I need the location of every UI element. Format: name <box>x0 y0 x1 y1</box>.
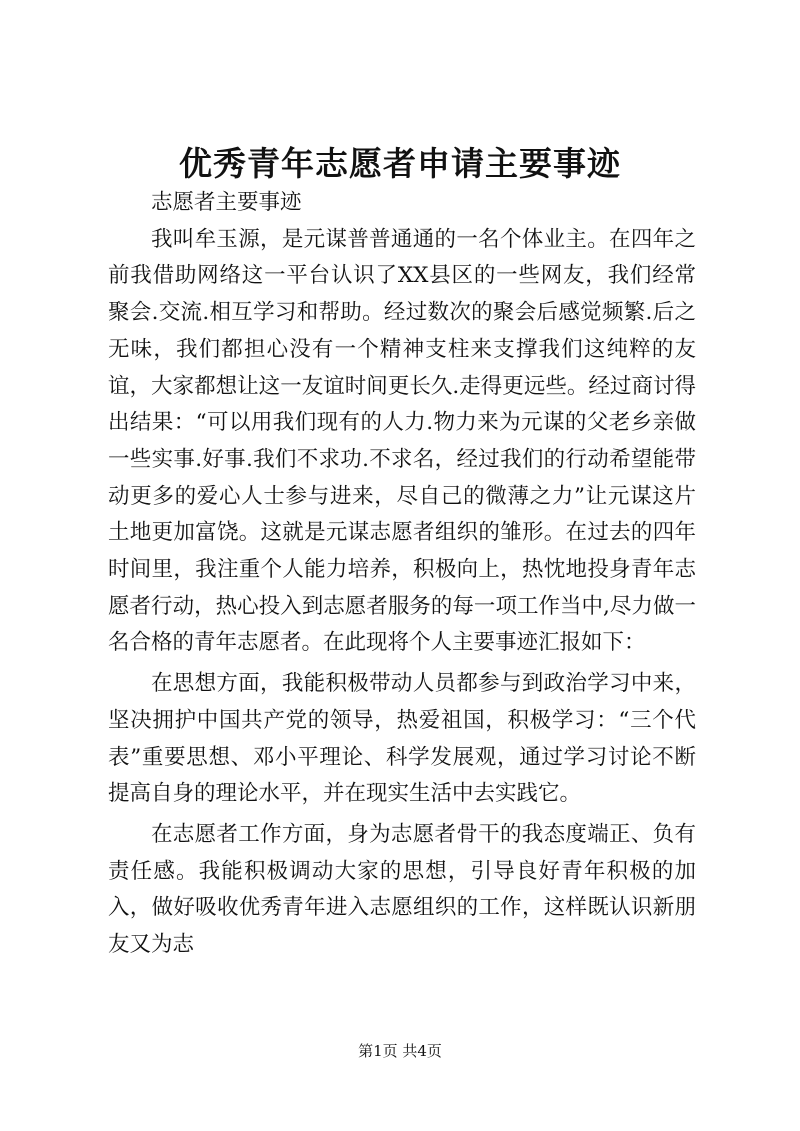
document-body <box>108 185 696 964</box>
paragraph-volunteer-work: 在志愿者工作方面，身为志愿者骨干的我态度端正、负有责任感。我能积极调动大家的思想，引导良好青年积极的加入，做好吸收优秀青年进入志愿组织的工作，这样既认识新朋友又为志 <box>108 821 696 958</box>
section-heading: 志愿者主要事迹 <box>151 190 302 215</box>
page-number-footer: 第1页 共4页 <box>358 1042 442 1060</box>
paragraph-ideology: 在思想方面，我能积极带动人员都参与到政治学习中来，坚决拥护中国共产党的领导，热爱祖国，积极学习：“三个代表”重要思想、邓小平理论、科学发展观，通过学习讨论不断提高自身的理论水平，并在现实生活中去实践它。 <box>108 671 696 807</box>
paragraph-introduction: 我叫牟玉源，是元谋普普通通的一名个体业主。在四年之前我借助网络这一平台认识了XX县区的一些网友，我们经常聚会.交流.相互学习和帮助。经过数次的聚会后感觉频繁.后之无味，我们都担心没有一个精神支柱来支撑我们这纯粹的友谊，大家都想让这一友谊时间更长久.走得更远些。经过商讨得出结果：“可以用我们现有的人力.物力来为元谋的父老乡亲做一些实事.好事.我们不求功.不求名，经过我们的行动希望能带动更多的爱心人士参与进来，尽自己的微薄之力”让元谋这片土地更加富饶。这就是元谋志愿者组织的雏形。在过去的四年时间里，我注重个人能力培养，积极向上，热忱地投身青年志愿者行动，热心投入到志愿者服务的每一项工作当中,尽力做一名合格的青年志愿者。在此现将个人主要事迹汇报如下： <box>108 226 696 656</box>
document-title: 优秀青年志愿者申请主要事迹 <box>179 144 621 183</box>
